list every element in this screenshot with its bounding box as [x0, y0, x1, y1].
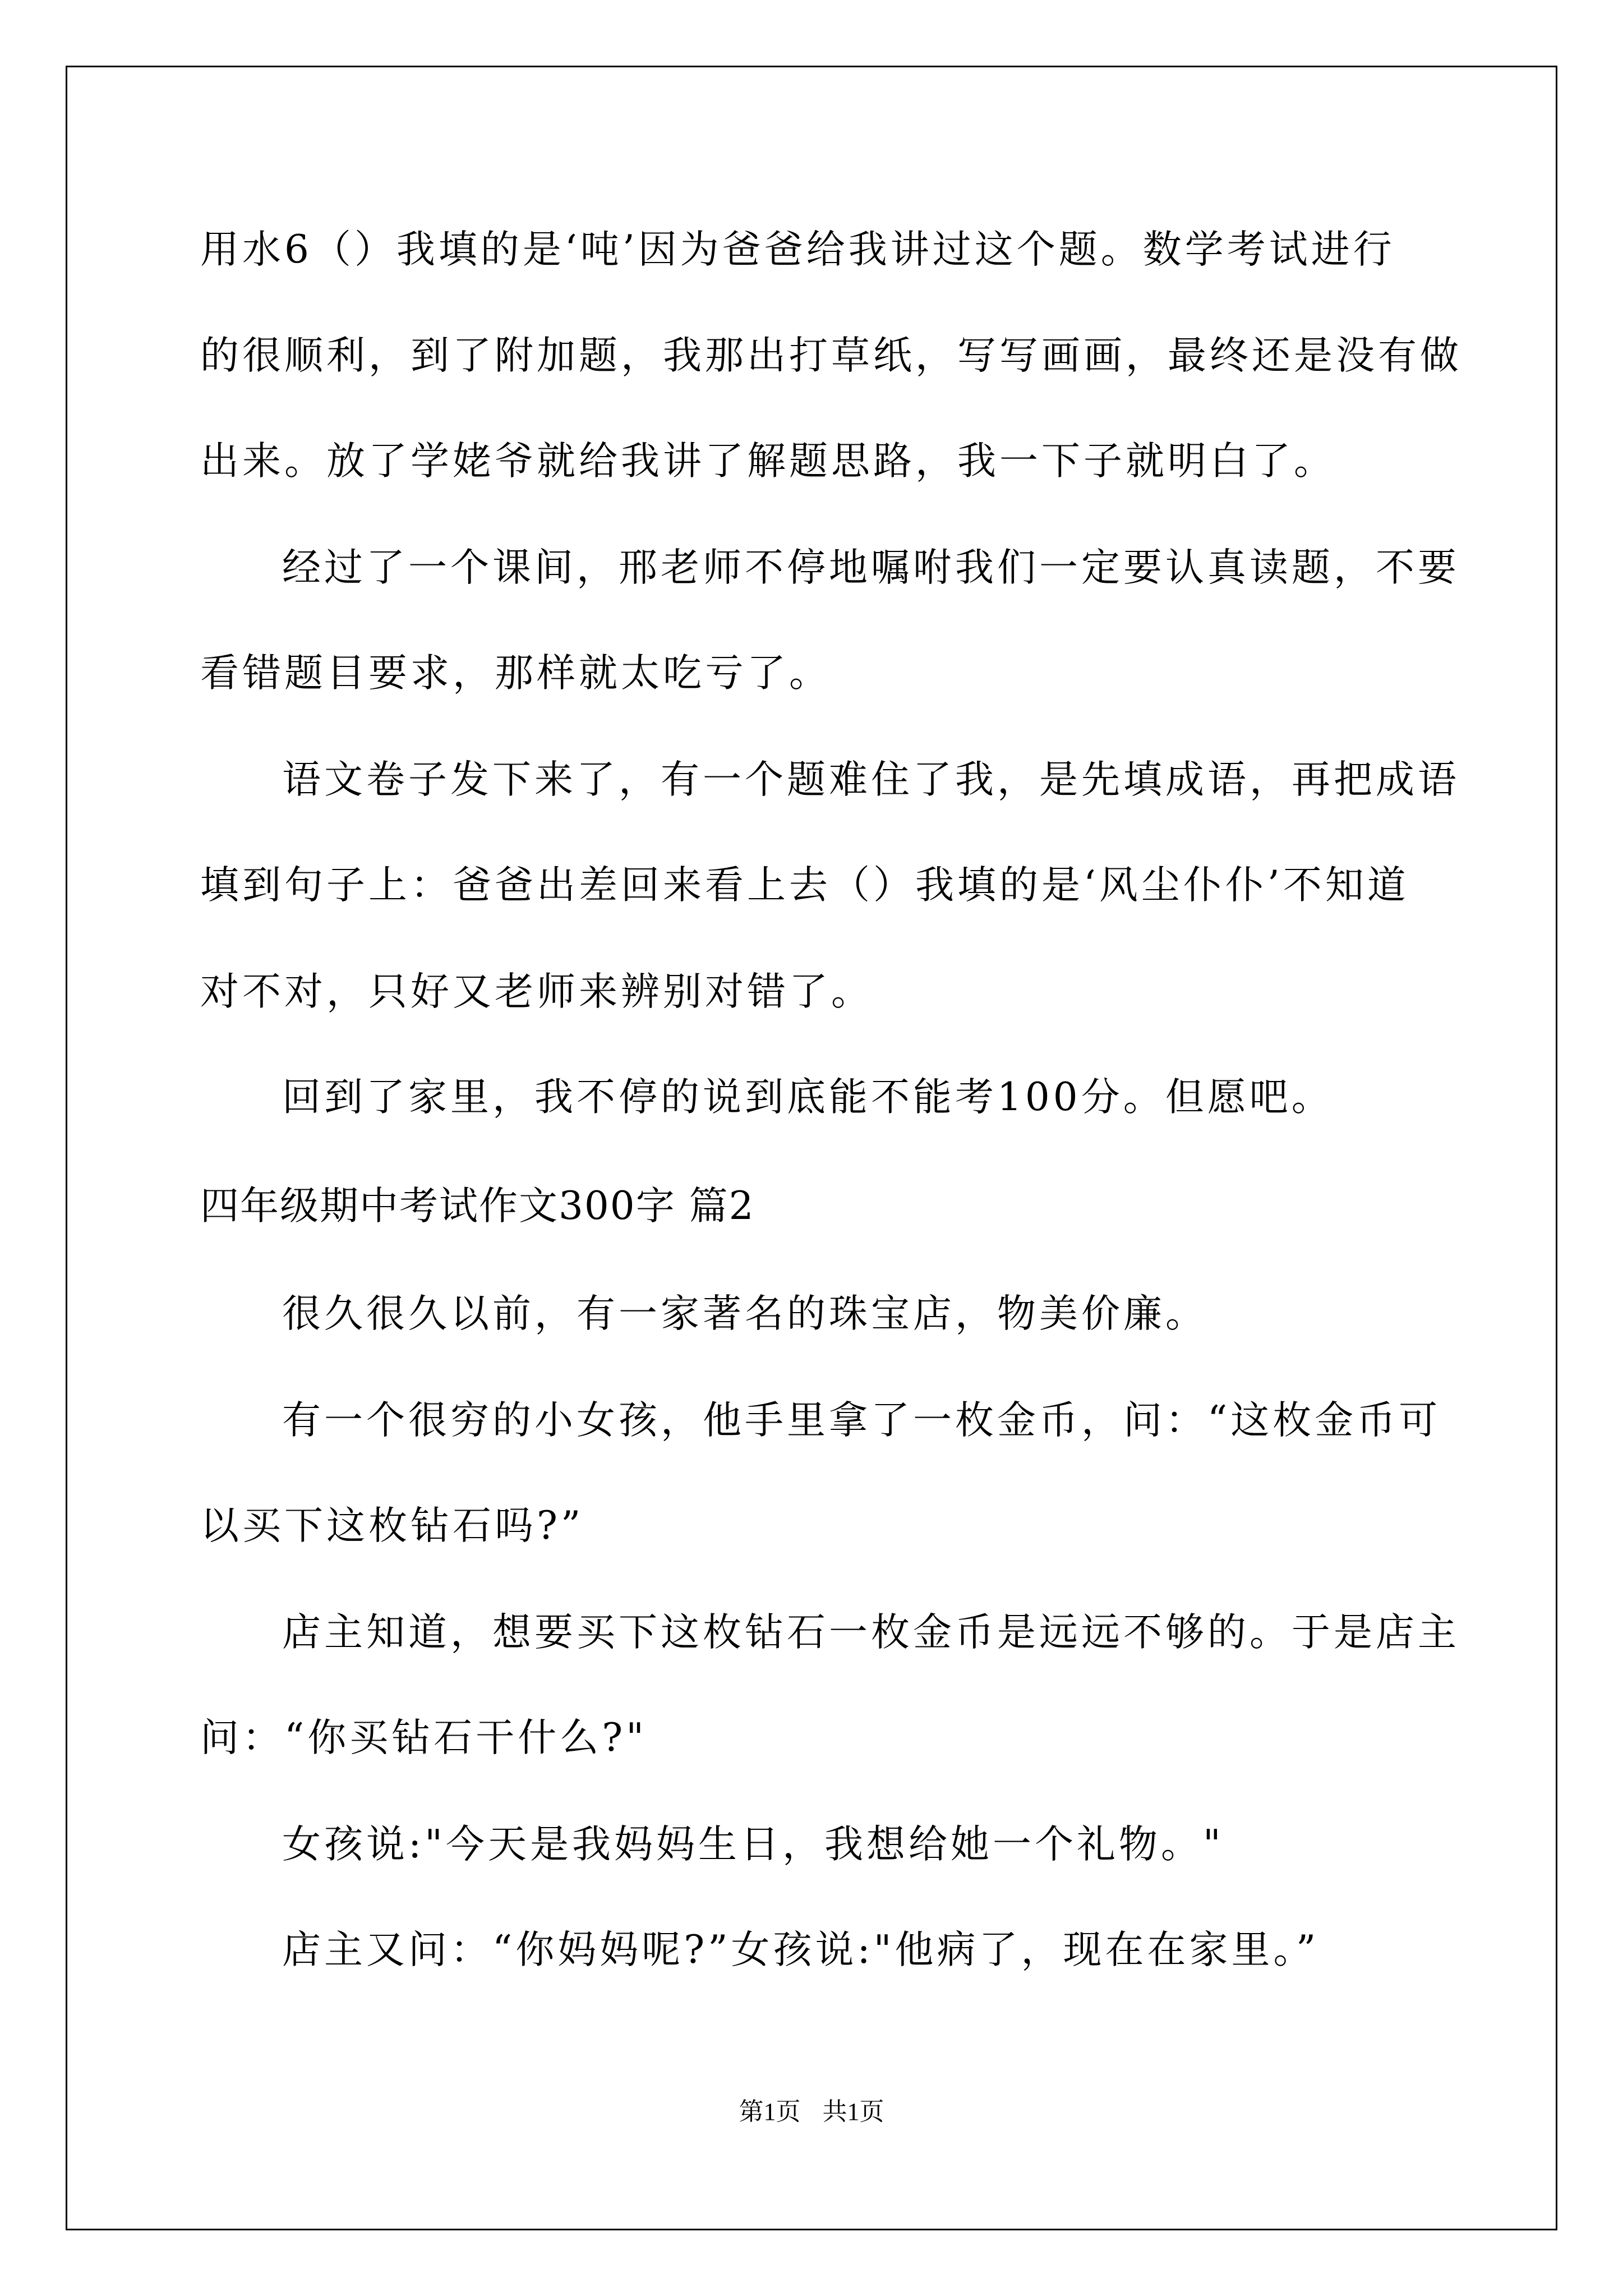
paragraph-6-line-1: 有一个很穷的小女孩，他手里拿了一枚金币，问：“这枚金币可	[282, 1398, 1441, 1443]
paragraph-2-line-1: 经过了一个课间，邢老师不停地嘱咐我们一定要认真读题，不要	[282, 545, 1460, 590]
paragraph-9-line-1: 店主又问：“你妈妈呢?”女孩说:"他病了，现在在家里。”	[282, 1927, 1320, 1972]
paragraph-7-line-2: 问：“你买钻石干什么?"	[200, 1715, 648, 1760]
paragraph-4-line-1: 回到了家里，我不停的说到底能不能考100分。但愿吧。	[282, 1075, 1334, 1120]
paragraph-2-line-2: 看错题目要求，那样就太吃亏了。	[200, 651, 831, 696]
paragraph-3-line-3: 对不对，只好又老师来辨别对错了。	[200, 969, 873, 1014]
paragraph-3-line-2: 填到句子上：爸爸出差回来看上去（）我填的是‘风尘仆仆’不知道	[200, 863, 1409, 908]
page-footer	[0, 2095, 1623, 2129]
paragraph-1-line-1: 用水6（）我填的是‘吨’因为爸爸给我讲过这个题。数学考试进行	[200, 227, 1395, 272]
page-total: 共1页	[822, 2098, 884, 2125]
paragraph-3-line-1: 语文卷子发下来了，有一个题难住了我，是先填成语，再把成语	[282, 757, 1460, 802]
paragraph-6-line-2: 以买下这枚钻石吗?”	[200, 1503, 584, 1548]
section-heading: 四年级期中考试作文300字 篇2	[200, 1184, 755, 1228]
paragraph-7-line-1: 店主知道，想要买下这枚钻石一枚金币是远远不够的。于是店主	[282, 1610, 1460, 1655]
paragraph-5-line-1: 很久很久以前，有一家著名的珠宝店，物美价廉。	[282, 1291, 1207, 1336]
page-border	[66, 66, 1557, 2230]
paragraph-1-line-3: 出来。放了学姥爷就给我讲了解题思路，我一下子就明白了。	[200, 439, 1336, 484]
paragraph-8-line-1: 女孩说:"今天是我妈妈生日，我想给她一个礼物。"	[282, 1822, 1224, 1867]
paragraph-1-line-2: 的很顺利，到了附加题，我那出打草纸，写写画画，最终还是没有做	[200, 333, 1462, 378]
page-number: 第1页	[739, 2098, 801, 2125]
